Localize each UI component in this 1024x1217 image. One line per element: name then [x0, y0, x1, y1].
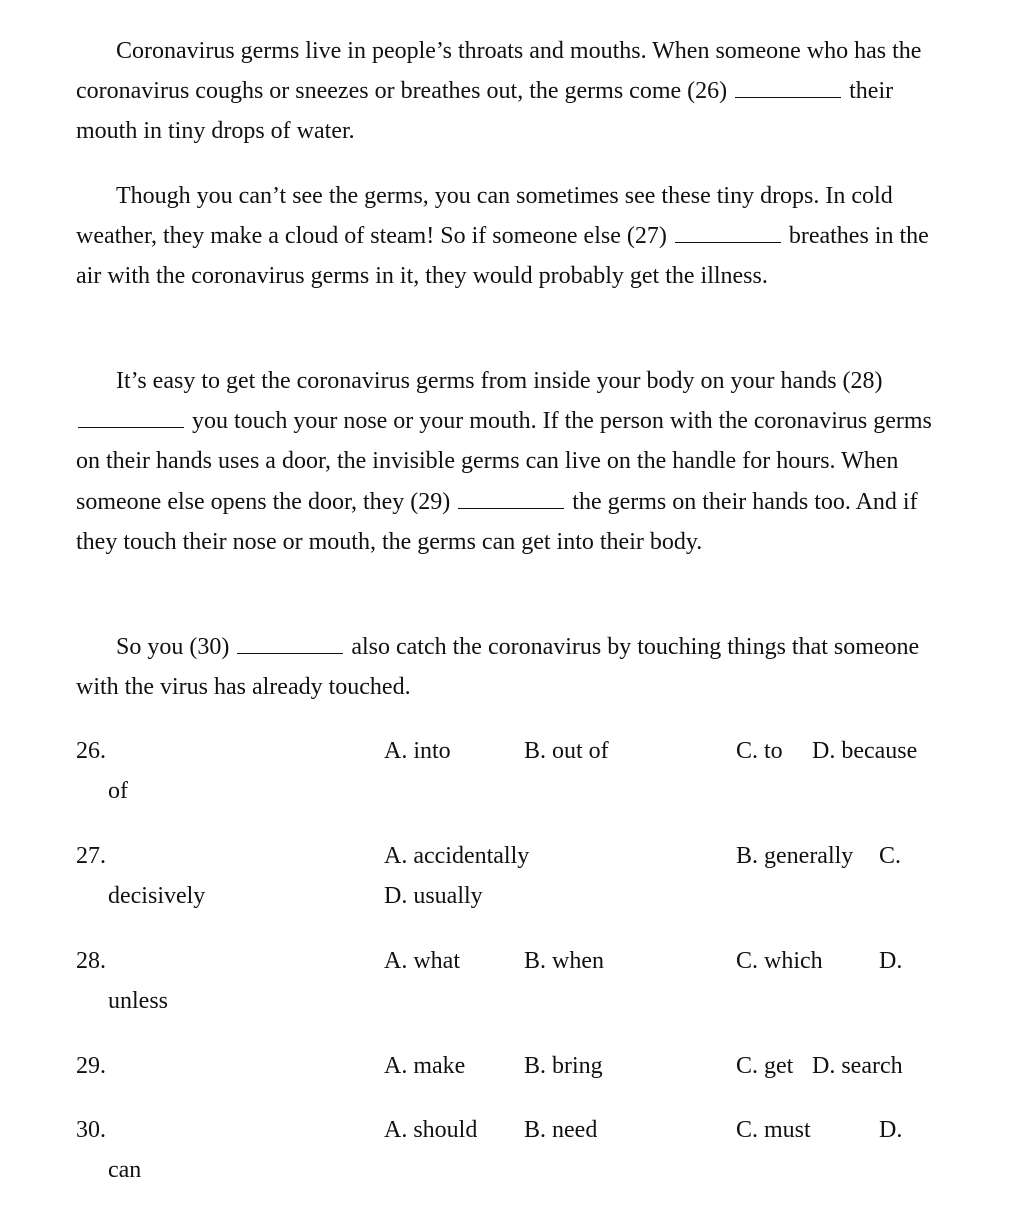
paragraph-4 — [76, 627, 938, 707]
option-d-continued: unless — [108, 988, 168, 1014]
question-number: 29. — [76, 1053, 106, 1079]
option-c-continued: decisively — [108, 883, 206, 909]
option-a: A. should — [384, 1117, 478, 1143]
passage-text: Coronavirus germs live in people’s throats and mouths. When someone who has the coronavirus coughs or sneezes or breathes out, the germs come (26) — [76, 38, 922, 105]
option-a: A. accidentally — [384, 843, 530, 869]
passage-text: Though you can’t see the germs, you can sometimes see these tiny drops. In cold weather, they make a cloud of steam! So if someone else (27) — [76, 183, 893, 250]
passage-text: also catch the coronavirus by touching things that someone with the virus has already touched. — [76, 634, 920, 701]
option-c: C. — [879, 843, 902, 869]
option-c: C. to — [736, 738, 783, 764]
option-d: D. because — [812, 738, 918, 764]
answer-blank-27 — [675, 222, 781, 243]
passage-text: the germs on their hands too. And if they touch their nose or mouth, the germs can get into their body. — [76, 488, 918, 555]
question-number: 27. — [76, 843, 106, 869]
option-d: D. — [879, 1117, 903, 1143]
question-27 — [0, 836, 1024, 916]
option-d: D. search — [812, 1053, 903, 1079]
paragraph-3 — [76, 361, 938, 562]
question-30 — [0, 1110, 1024, 1190]
option-d-continued: can — [108, 1157, 142, 1183]
option-d: D. usually — [384, 883, 483, 909]
question-number: 26. — [76, 738, 106, 764]
option-b: B. out of — [524, 738, 609, 764]
option-a: A. make — [384, 1053, 466, 1079]
question-number: 28. — [76, 948, 106, 974]
passage-text: It’s easy to get the coronavirus germs from inside your body on your hands (28) — [116, 368, 883, 394]
option-b: B. bring — [524, 1053, 603, 1079]
option-d: D. — [879, 948, 903, 974]
answer-blank-28 — [78, 407, 184, 428]
passage-text: breathes in the air with the coronavirus germs in it, they would probably get the illness. — [76, 223, 929, 290]
option-c: C. which — [736, 948, 823, 974]
option-b: B. need — [524, 1117, 598, 1143]
answer-blank-26 — [735, 77, 841, 98]
question-26 — [0, 731, 1024, 811]
option-c: C. get — [736, 1053, 794, 1079]
option-a: A. what — [384, 948, 460, 974]
passage-text: their mouth in tiny drops of water. — [76, 78, 894, 145]
answer-blank-29 — [458, 488, 564, 509]
answer-blank-30 — [237, 633, 343, 654]
option-c: C. must — [736, 1117, 811, 1143]
option-d-continued: of — [108, 778, 128, 804]
passage-text: you touch your nose or your mouth. If the person with the coronavirus germs on their hands uses a door, the invisible germs can live on the handle for hours. When someone else opens the door, they (29) — [76, 408, 932, 515]
question-number: 30. — [76, 1117, 106, 1143]
option-b: B. when — [524, 948, 604, 974]
paragraph-1 — [76, 31, 938, 152]
paragraph-2 — [76, 176, 938, 297]
question-28 — [0, 941, 1024, 1021]
passage-text: So you (30) — [116, 634, 236, 660]
option-a: A. into — [384, 738, 451, 764]
option-b: B. generally — [736, 843, 854, 869]
